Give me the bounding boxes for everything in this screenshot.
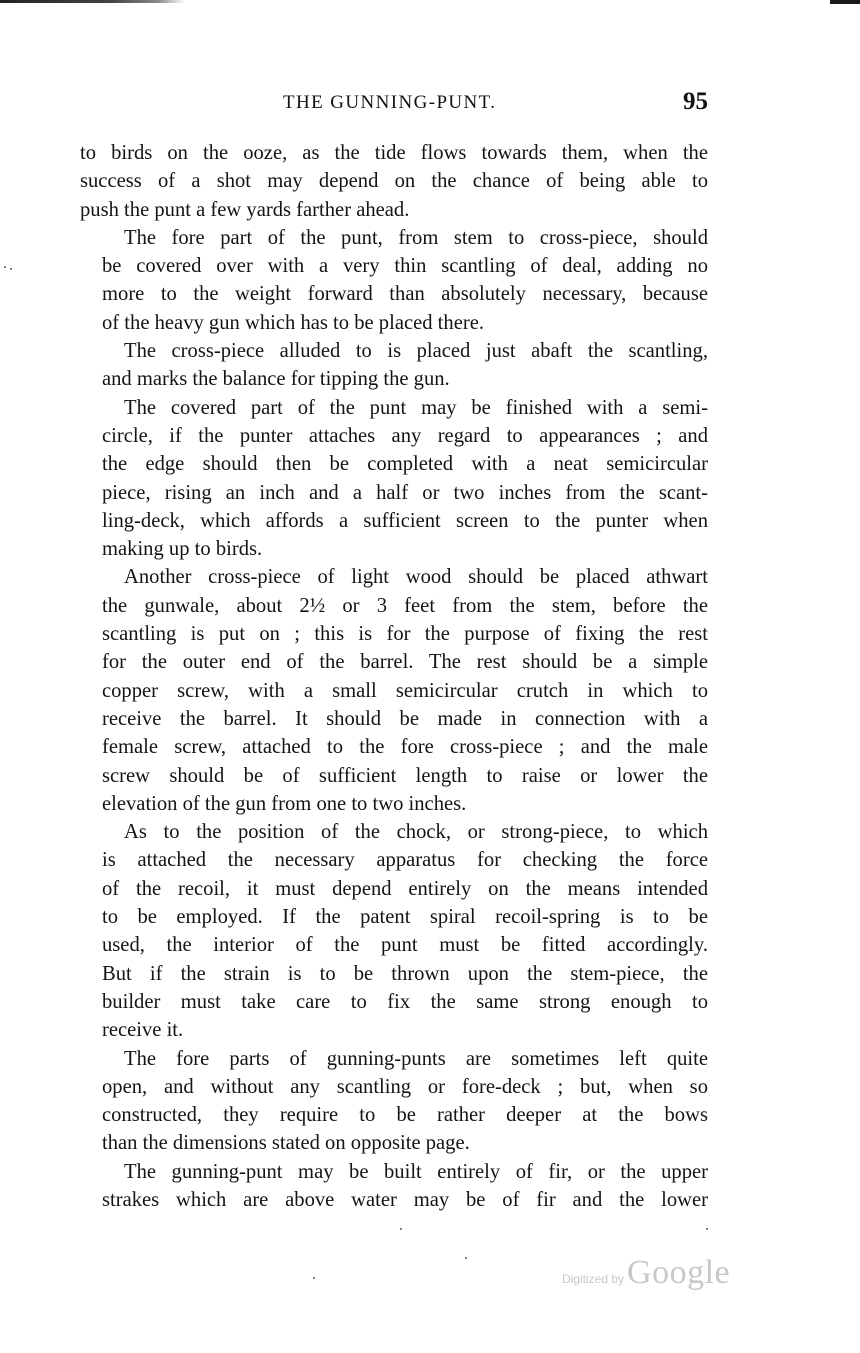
text-line: screw should be of sufficient length to raise or lower the [102,764,708,787]
text-line: of the heavy gun which has to be placed there. [102,311,484,334]
text-line: used, the interior of the punt must be fitted accordingly. [102,934,708,957]
text-line: the edge should then be completed with a neat semicircular [102,453,708,476]
text-line: is attached the necessary apparatus for checking the force [102,849,708,872]
text-line: elevation of the gun from one to two inches. [102,792,467,815]
speck [4,266,6,268]
text-line: for the outer end of the barrel. The rest should be a simple [102,651,708,674]
text-line: The covered part of the punt may be finished with a semi- [124,396,708,419]
text-line: receive it. [102,1019,184,1042]
text-line: to be employed. If the patent spiral recoil-spring is to be [102,906,708,929]
speck [400,1228,402,1230]
scan-edge-artifact-right [830,0,860,4]
paragraph [80,818,708,1044]
digitized-by-watermark [562,1254,730,1292]
scan-edge-artifact-left [0,0,185,3]
running-title: THE GUNNING-PUNT. [283,92,497,113]
text-line: Another cross-piece of light wood should be placed athwart [124,566,708,589]
page-header [80,86,710,120]
paragraph [80,139,708,224]
text-line: scantling is put on ; this is for the purpose of fixing the rest [102,623,708,646]
text-line: As to the position of the chock, or strong-piece, to which [124,821,708,844]
watermark-prefix: Digitized by [562,1272,625,1286]
text-line: copper screw, with a small semicircular crutch in which to [102,679,708,702]
paragraph [80,394,708,564]
text-line: success of a shot may depend on the chance of being able to [80,170,708,193]
text-line: circle, if the punter attaches any regard to appearances ; and [102,424,708,447]
text-line: constructed, they require to be rather deeper at the bows [102,1104,708,1127]
text-line: The fore part of the punt, from stem to cross-piece, should [124,226,708,249]
paragraph [80,337,708,394]
text-line: and marks the balance for tipping the gun. [102,368,450,391]
page-number: 95 [683,88,708,115]
text-line: ling-deck, which affords a sufficient screen to the punter when [102,509,708,532]
paragraph [80,224,708,337]
speck [465,1257,467,1259]
text-line: of the recoil, it must depend entirely on the means intended [102,877,708,900]
text-line: to birds on the ooze, as the tide flows towards them, when the [80,142,708,164]
speck [313,1277,315,1279]
text-line: piece, rising an inch and a half or two inches from the scant- [102,481,708,504]
speck [706,1228,708,1230]
text-line: receive the barrel. It should be made in connection with a [102,707,708,730]
paragraph [80,563,708,818]
text-line: be covered over with a very thin scantling of deal, adding no [102,255,708,278]
text-line: making up to birds. [102,538,263,561]
text-line: push the punt a few yards farther ahead. [80,198,410,221]
body-text [80,139,708,1214]
text-line: open, and without any scantling or fore-deck ; but, when so [102,1075,708,1098]
text-line: than the dimensions stated on opposite page. [102,1132,470,1155]
text-line: The cross-piece alluded to is placed just abaft the scantling, [124,340,708,363]
paragraph [80,1045,708,1158]
text-line: builder must take care to fix the same strong enough to [102,990,708,1013]
text-line: The gunning-punt may be built entirely of fir, or the upper [124,1160,708,1183]
text-line: the gunwale, about 2½ or 3 feet from the stem, before the [102,594,708,617]
google-logo-text: Google [627,1254,731,1291]
speck [10,268,12,270]
paragraph [80,1158,708,1215]
text-line: But if the strain is to be thrown upon the stem-piece, the [102,962,708,985]
text-line: female screw, attached to the fore cross-piece ; and the male [102,736,708,759]
text-line: more to the weight forward than absolutely necessary, because [102,283,708,306]
text-line: The fore parts of gunning-punts are sometimes left quite [124,1047,708,1070]
text-line: strakes which are above water may be of fir and the lower [102,1188,708,1211]
